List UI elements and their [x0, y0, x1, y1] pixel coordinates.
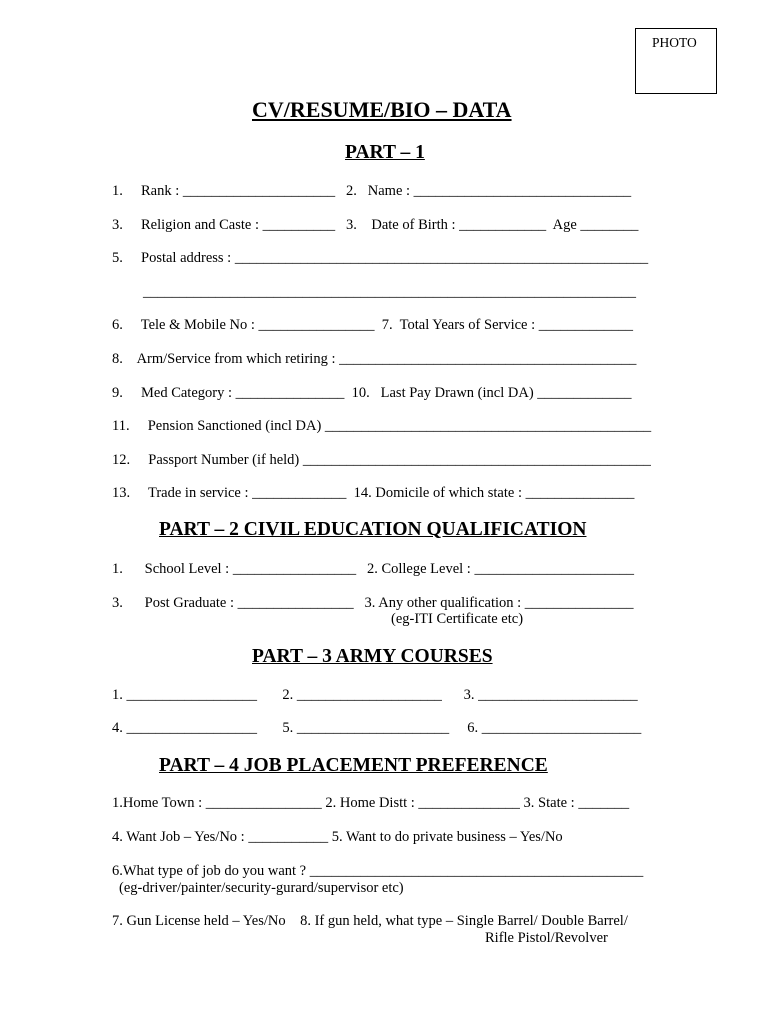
rank-name-line: 1. Rank : _____________________ 2. Name : ______________________________: [112, 183, 632, 199]
photo-box: [635, 28, 717, 94]
part1-heading: PART – 1: [345, 142, 425, 163]
home-line: 1.Home Town : ________________ 2. Home Distt : ______________ 3. State : _______: [112, 795, 630, 811]
trade-domicile-line: 13. Trade in service : _____________ 14. Domicile of which state : _______________: [112, 485, 635, 501]
passport-line: 12. Passport Number (if held) ________________________________________________: [112, 452, 651, 468]
photo-label: PHOTO: [652, 35, 697, 50]
part3-heading: PART – 3 ARMY COURSES: [252, 646, 493, 667]
want-job-line: 4. Want Job – Yes/No : ___________ 5. Want to do private business – Yes/No: [112, 829, 563, 845]
courses-line-1: 1. __________________ 2. ____________________ 3. ______________________: [112, 687, 638, 703]
part4-heading: PART – 4 JOB PLACEMENT PREFERENCE: [159, 755, 548, 776]
tele-service-line: 6. Tele & Mobile No : ________________ 7. Total Years of Service : _____________: [112, 317, 634, 333]
arm-service-line: 8. Arm/Service from which retiring : _________________________________________: [112, 351, 637, 367]
job-type-note: (eg-driver/painter/security-gurard/supervisor etc): [119, 880, 404, 896]
gun-license-line: 7. Gun License held – Yes/No 8. If gun held, what type – Single Barrel/ Double Barrel/: [112, 913, 628, 929]
job-type-line: 6.What type of job do you want ? ______________________________________________: [112, 863, 644, 879]
postal-address-line-2: ____________________________________________________________________: [143, 284, 636, 300]
postgraduate-line: 3. Post Graduate : ________________ 3. Any other qualification : _______________: [112, 595, 634, 611]
pension-line: 11. Pension Sanctioned (incl DA) _____________________________________________: [112, 418, 652, 434]
part2-heading: PART – 2 CIVIL EDUCATION QUALIFICATION: [159, 519, 587, 540]
qualification-note: (eg-ITI Certificate etc): [391, 611, 524, 627]
document-title: CV/RESUME/BIO – DATA: [252, 97, 512, 122]
gun-type-note: Rifle Pistol/Revolver: [485, 930, 608, 946]
courses-line-2: 4. __________________ 5. _____________________ 6. ______________________: [112, 720, 642, 736]
religion-dob-line: 3. Religion and Caste : __________ 3. Date of Birth : ____________ Age ________: [112, 217, 639, 233]
postal-address-line: 5. Postal address : _________________________________________________________: [112, 250, 649, 266]
med-pay-line: 9. Med Category : _______________ 10. Last Pay Drawn (incl DA) _____________: [112, 385, 632, 401]
school-college-line: 1. School Level : _________________ 2. College Level : ______________________: [112, 561, 634, 577]
